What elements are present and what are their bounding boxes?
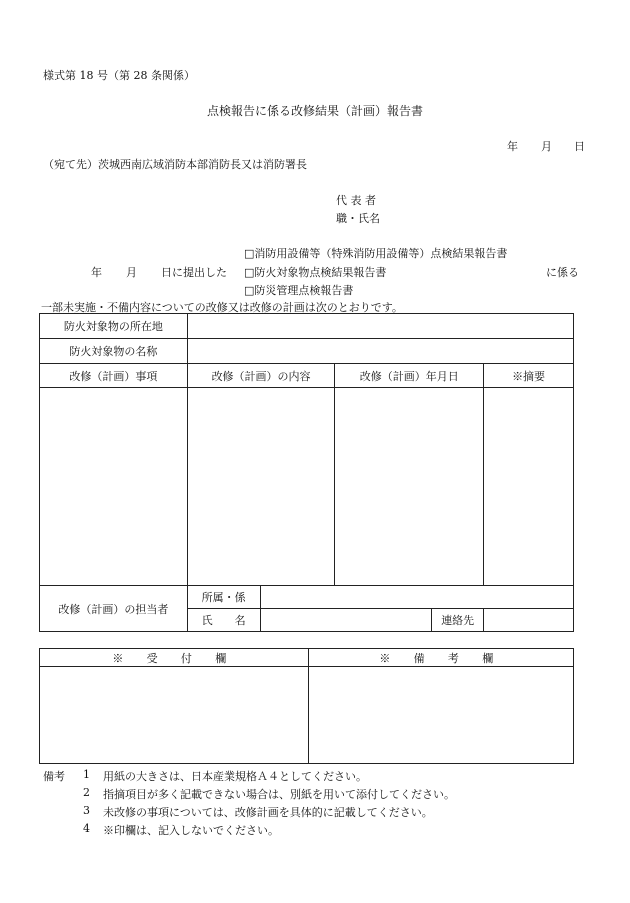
remarks-header: ※ 備 考 欄 <box>309 649 574 667</box>
contact-field[interactable] <box>484 609 574 632</box>
location-label: 防火対象物の所在地 <box>40 314 188 339</box>
option-fire-prevention-report[interactable]: □防火対象物点検結果報告書 <box>244 266 387 279</box>
improvement-table <box>39 313 574 632</box>
submission-month-label: 月 <box>126 266 137 279</box>
representative-label: 代 表 者 <box>336 194 376 207</box>
intro-text: 一部未実施・不備内容についての改修又は改修の計画は次のとおりです。 <box>41 301 403 314</box>
col-header-content: 改修（計画）の内容 <box>187 364 335 388</box>
notes-label: 備考 <box>43 770 65 783</box>
item-cell[interactable] <box>40 388 188 586</box>
table-row <box>40 388 574 586</box>
location-field[interactable] <box>187 314 573 339</box>
affiliation-field[interactable] <box>260 586 573 609</box>
note-number: 4 <box>83 822 90 835</box>
col-header-summary: ※摘要 <box>484 364 574 388</box>
representative-name-label: 職・氏名 <box>336 212 380 225</box>
date-day-label: 日 <box>574 140 585 153</box>
person-name-label: 氏 名 <box>187 609 260 632</box>
remarks-field <box>309 667 574 764</box>
col-header-date: 改修（計画）年月日 <box>335 364 484 388</box>
office-use-table <box>39 648 574 764</box>
note-text: 指摘項目が多く記載できない場合は、別紙を用いて添付してください。 <box>103 788 455 801</box>
person-name-field[interactable] <box>260 609 432 632</box>
form-number: 様式第 18 号（第 28 条関係） <box>43 69 195 82</box>
addressee: （宛て先）茨城西南広域消防本部消防長又は消防署長 <box>43 158 307 171</box>
note-text: ※印欄は、記入しないでください。 <box>103 824 279 837</box>
note-number: 3 <box>83 804 90 817</box>
building-name-label: 防火対象物の名称 <box>40 339 188 364</box>
date-year-label: 年 <box>507 140 518 153</box>
note-number: 1 <box>83 768 90 781</box>
building-name-field[interactable] <box>187 339 573 364</box>
summary-cell[interactable] <box>484 388 574 586</box>
contact-label: 連絡先 <box>432 609 484 632</box>
col-header-item: 改修（計画）事項 <box>40 364 188 388</box>
submission-year-label: 年 <box>91 266 102 279</box>
reception-field <box>40 667 309 764</box>
submission-connector: に係る <box>546 266 579 279</box>
date-month-label: 月 <box>541 140 552 153</box>
note-number: 2 <box>83 786 90 799</box>
page-title: 点検報告に係る改修結果（計画）報告書 <box>206 104 423 118</box>
option-disaster-management-report[interactable]: □防災管理点検報告書 <box>244 284 354 297</box>
affiliation-label: 所属・係 <box>187 586 260 609</box>
content-cell[interactable] <box>187 388 335 586</box>
note-text: 未改修の事項については、改修計画を具体的に記載してください。 <box>103 806 433 819</box>
option-fire-equipment-report[interactable]: □消防用設備等（特殊消防用設備等）点検結果報告書 <box>244 247 508 260</box>
reception-header: ※ 受 付 欄 <box>40 649 309 667</box>
note-text: 用紙の大きさは、日本産業規格Ａ４としてください。 <box>103 770 367 783</box>
submission-suffix: 日に提出した <box>161 266 227 279</box>
date-cell[interactable] <box>335 388 484 586</box>
person-in-charge-label: 改修（計画）の担当者 <box>40 586 188 632</box>
